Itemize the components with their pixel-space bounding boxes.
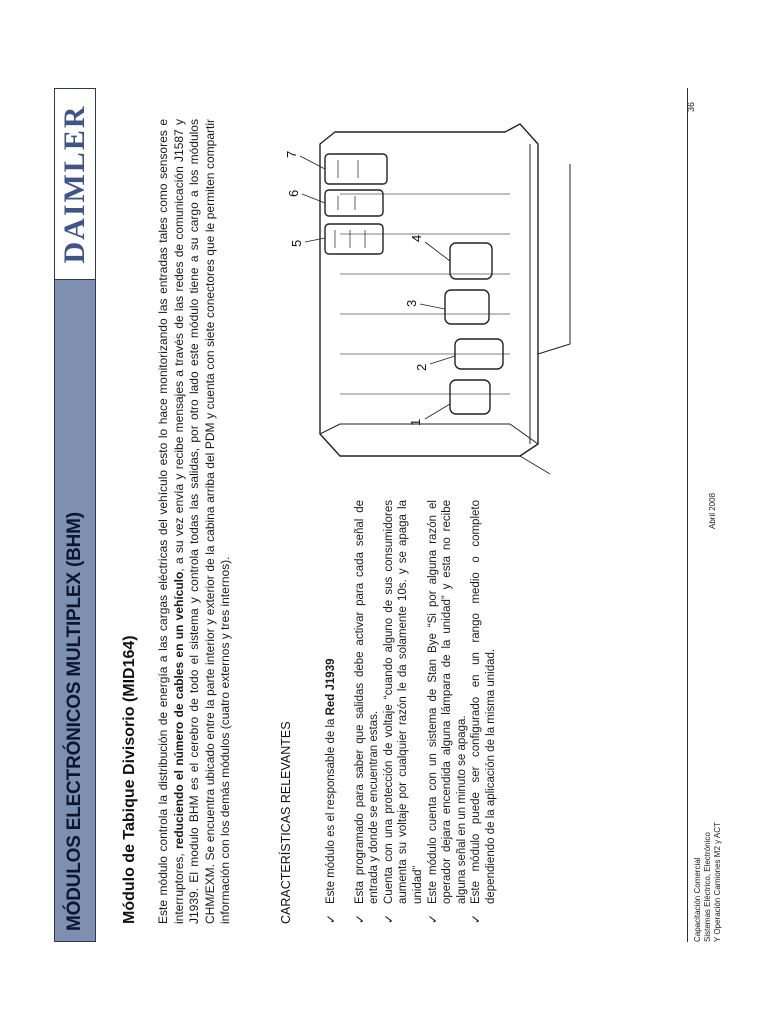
connector-details: [335, 160, 365, 248]
list-item: [469, 500, 498, 924]
footer-divider: [687, 88, 688, 942]
bhm-module-diagram: [280, 84, 600, 504]
checkmark-icon: ✓: [381, 913, 396, 924]
logo-box: [54, 88, 96, 279]
list-item: [426, 500, 470, 924]
intro-text-1: Este módulo controla la distribución de energía a las cargas eléctricas del vehículo esto lo hace monitorizando las entradas tales como sensores e interruptores,: [156, 119, 186, 924]
connector-4: [450, 243, 492, 279]
footer-line-1: Capacitación Comercial: [693, 857, 702, 942]
callout-2: 2: [414, 363, 429, 371]
footer-date: Abril 2008: [708, 492, 717, 529]
callout-5: 5: [289, 239, 304, 247]
callout-3: 3: [404, 299, 419, 307]
feature-text: Esta programado para saber que salidas debe activar para cada señal de entrada y donde se encuentran estas.: [353, 500, 381, 904]
feature-text: Cuenta con una protección de voltaje “cuando alguno de sus consumidores aumenta su voltaje por cualquier razón le da solamente 10s. y se apaga la unidad”: [382, 500, 424, 904]
module-title: Módulo de Tabique Divisorio (MID164): [121, 635, 138, 924]
housing-side: [320, 424, 538, 444]
checkmark-icon: ✓: [352, 913, 367, 924]
callout-1: 1: [408, 418, 423, 426]
list-item: [324, 500, 339, 924]
feature-text: Este módulo cuenta con un sistema de Stan Bye “Si por alguna razón el operador dejara encendida alguna lámpara de la unidad” y esta no recibe alguna señal en un minuto se apaga.: [426, 500, 468, 904]
list-item: [382, 500, 426, 924]
list-item: [353, 500, 382, 924]
intro-text-2: , a su vez envía y recibe mensajes a través de las redes de comunicación J1587 y J1939. El modulo BHM es el cerebro de todo el sistema y controla todas las salidas, por otro lado este módulo tiene a su cargo a los módulos CHM/EXM. Se encuentra ubicado entre la parte interior y exterior de la cabina arriba del PDM y cuenta con siete conectores que le permiten compartir información con los demás módulos (cuatro externos y tres internos).: [171, 119, 232, 924]
section-title: CARACTERÍSTICAS RELEVANTES: [279, 721, 293, 924]
bottom-flange: [538, 164, 570, 354]
feature-text: Este módulo es el responsable de la: [325, 715, 337, 904]
feature-bold-text: Red J1939: [325, 658, 337, 716]
footer-credits: [693, 822, 723, 942]
features-list: [324, 500, 499, 924]
checkmark-icon: ✓: [469, 913, 484, 924]
callout-4: 4: [409, 234, 424, 242]
checkmark-icon: ✓: [425, 913, 440, 924]
callout-6: 6: [286, 189, 301, 197]
header-title-box: [54, 279, 96, 942]
connector-5: [325, 224, 383, 254]
leader-lines: [300, 156, 455, 419]
callout-7: 7: [284, 150, 299, 158]
checkmark-icon: ✓: [324, 913, 338, 924]
cable-lead: [520, 456, 550, 474]
connector-3: [445, 290, 489, 324]
footer-line-2: Sistemas Eléctrico, Electrónico: [703, 832, 712, 942]
header-bar: [54, 88, 96, 942]
intro-paragraph: [156, 119, 234, 924]
feature-text: Este módulo puede ser configurado en un rango medio o completo dependiendo de la aplicación de la misma unidad.: [470, 500, 497, 904]
daimler-logo: DAIMLER: [58, 104, 91, 264]
intro-bold-text: reduciendo el número de cables en un vehículo: [171, 571, 186, 850]
connector-7: [325, 154, 387, 184]
footer-line-3: Y Operación Camiones M2 y ACT: [713, 822, 722, 942]
header-title: MÓDULOS ELECTRÓNICOS MULTIPLEX (BHM): [64, 512, 85, 931]
connector-1: [450, 380, 490, 414]
housing-outline: [320, 124, 538, 456]
page-number: 36: [686, 101, 696, 112]
